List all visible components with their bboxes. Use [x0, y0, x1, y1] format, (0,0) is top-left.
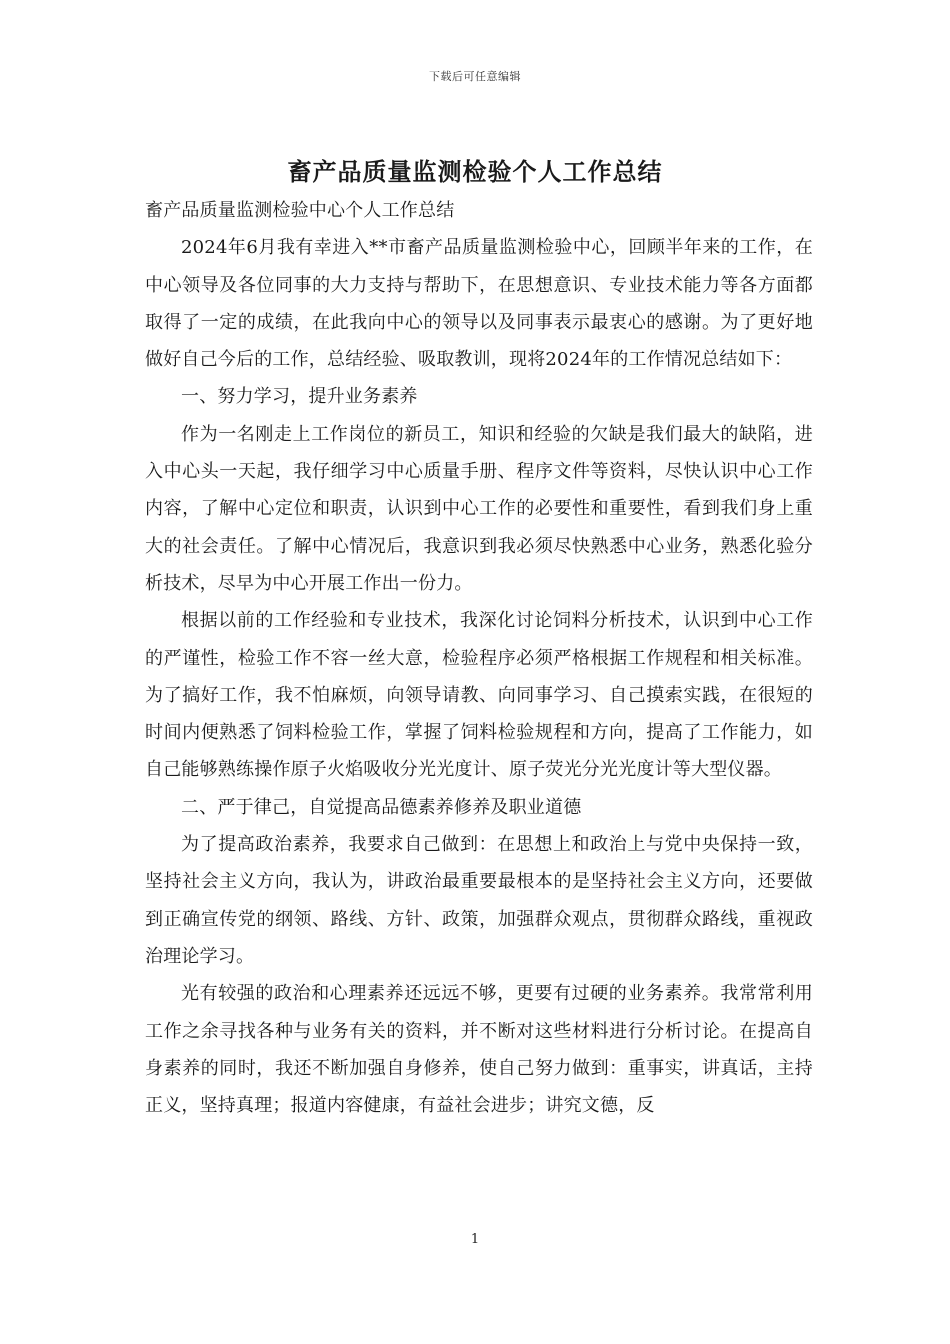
paragraph-section1-a: 作为一名刚走上工作岗位的新员工，知识和经验的欠缺是我们最大的缺陷，进入中心头一天起，我仔细学习中心质量手册、程序文件等资料，尽快认识中心工作内容，了解中心定位和职责，认识到中心工作的必要性和重要性，看到我们身上重大的社会责任。了解中心情况后，我意识到我必须尽快熟悉中心业务，熟悉化验分析技术，尽早为中心开展工作出一份力。: [145, 423, 813, 594]
document-title: 畜产品质量监测检验个人工作总结: [287, 157, 663, 186]
document-subtitle: 畜产品质量监测检验中心个人工作总结: [145, 200, 455, 221]
header-note: 下载后可任意编辑: [429, 70, 521, 83]
page-number: 1: [470, 1232, 480, 1247]
section-heading-1: 一、努力学习，提升业务素养: [181, 386, 418, 408]
document-body: [145, 192, 813, 1124]
section-heading-2: 二、严于律己，自觉提高品德素养修养及职业道德: [181, 796, 582, 818]
paragraph-section2-a: 为了提高政治素养，我要求自己做到：在思想上和政治上与党中央保持一致，坚持社会主义方向，我认为，讲政治最重要最根本的是坚持社会主义方向，还要做到正确宣传党的纲领、路线、方针、政策，加强群众观点，贯彻群众路线，重视政治理论学习。: [145, 834, 813, 967]
paragraph-section2-b: 光有较强的政治和心理素养还远远不够，更要有过硬的业务素养。我常常利用工作之余寻找各种与业务有关的资料，并不断对这些材料进行分析讨论。在提高自身素养的同时，我还不断加强自身修养，使自己努力做到：重事实，讲真话，主持正义，坚持真理；报道内容健康，有益社会进步；讲究文德，反: [145, 983, 813, 1117]
paragraph-intro: 2024年6月我有幸进入**市畜产品质量监测检验中心，回顾半年来的工作，在中心领导及各位同事的大力支持与帮助下，在思想意识、专业技术能力等各方面都取得了一定的成绩，在此我向中心的领导以及同事表示最衷心的感谢。为了更好地做好自己今后的工作，总结经验、吸取教训，现将2024年的工作情况总结如下：: [145, 237, 813, 371]
paragraph-section1-b: 根据以前的工作经验和专业技术，我深化讨论饲料分析技术，认识到中心工作的严谨性，检验工作不容一丝大意，检验程序必须严格根据工作规程和相关标准。为了搞好工作，我不怕麻烦，向领导请教、向同事学习、自己摸索实践，在很短的时间内便熟悉了饲料检验工作，掌握了饲料检验规程和方向，提高了工作能力，如自己能够熟练操作原子火焰吸收分光光度计、原子荧光分光光度计等大型仪器。: [145, 610, 813, 781]
